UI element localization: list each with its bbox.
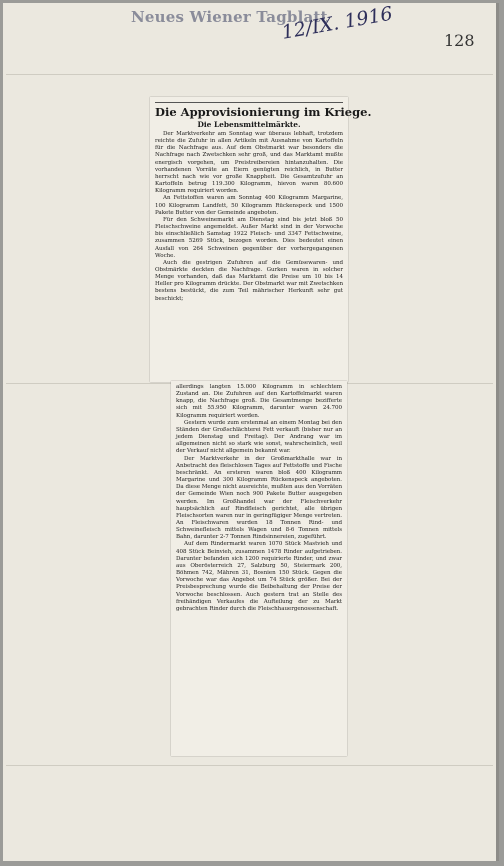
article-title: Die Approvisionierung im Kriege. xyxy=(155,102,343,119)
article-paragraph: Der Marktverkehr in der Großmarkthalle war in Anbetracht des fleischlosen Tages auf Fettstoffe und Fische beschränkt. An ersteren waren bloß 400 Kilogramm Margarine und 300 Kilogramm Rückenspeck angeboten. Da diese Menge nicht ausreichte, mußten aus den Vorräten der Gemeinde Wien noch 900 Pakete Butter ausgegeben werden. Im Großhandel war der Fleischverkehr hauptsächlich auf Rindfleisch gerichtet, alle übrigen Fleischsorten waren nur in geringfügiger Menge vertreten. An Fleischwaren wurden 18 Tonnen Rind- und Schweinefleisch mittels Wagen und 8-6 Tonnen mittels Bahn, darunter 2-7 Tonnen Rindsinnereien, zugeführt. xyxy=(176,455,342,541)
article-paragraph: Der Marktverkehr am Sonntag war überaus lebhaft, trotzdem reichte die Zufuhr in allen Artikeln mit Ausnahme von Kartoffeln für die Nachfrage aus. Auf dem Obstmarkt war besonders die Nachfrage nach Zwetschken sehr groß, und das Marktamt mußte energisch vorgehen, um Preistreibereien hintanzuhalten. Die vorhandenen Vorräte an Eiern genügten reichlich, in Butter herrscht nach wie vor große Knappheit. Die Gesamtzufuhr an Kartoffeln betrug 119.300 Kilogramm, hievon waren 80.600 Kilogramm requiriert worden. xyxy=(155,131,343,195)
newspaper-name-stamp: Neues Wiener Tagblatt xyxy=(131,8,328,26)
article-paragraph: Auch die gestrigen Zufuhren auf die Gemüsewaren- und Obstmärkte deckten die Nachfrage. Gurken waren in solcher Menge vorhanden, daß das Marktamt die Preise um 10 bis 14 Heller pro Kilogramm drückte. Der Obstmarkt war mit Zwetschken bestens bestückt, die zum Teil mährischer Herkunft sehr gut beschickt; xyxy=(155,259,343,302)
article-clipping-part-1 xyxy=(150,97,372,382)
article-subtitle: Die Lebensmittelmärkte. xyxy=(197,120,301,129)
article-paragraph: allerdings langten 15.000 Kilogramm in schlechtem Zustand an. Die Zufuhren auf den Kartoffelmarkt waren knapp, die Nachfrage groß. Die Gesamtmenge bezifferte sich mit 55.950 Kilogramm, darunter waren 24.700 Kilogramm requiriert worden. xyxy=(176,384,342,419)
article-clipping-part-2 xyxy=(171,381,347,756)
article-paragraph: An Fettstoffen waren am Sonntag 400 Kilogramm Margarine, 100 Kilogramm Landfett, 50 Kilogramm Rückenspeck und 1500 Pakete Butter von der Gemeinde angeboten. xyxy=(155,195,343,216)
handwritten-date: 12/IX. 1916 xyxy=(280,2,395,44)
article-paragraph: Gestern wurde zum erstenmal an einem Montag bei den Ständen der Großschlächterei Fett verkauft (bisher nur an jedem Dienstag und Freitag). Der Andrang war im allgemeinen nicht so stark wie sonst, wahrscheinlich, weil der Verkauf nicht allgemein bekannt war. xyxy=(176,419,342,455)
article-paragraph: Für den Schweinemarkt am Dienstag sind bis jetzt bloß 50 Fleischschweine angemeldet. Außer Markt sind in der Vorwoche bis einschließlich Samstag 1922 Fleisch- und 3347 Fettschweine, zusammen 5269 Stück, bezogen worden. Dies bedeutet einen Ausfall von 264 Schweinen gegenüber der vorhergegangenen Woche. xyxy=(155,216,343,259)
fold-line xyxy=(6,765,493,766)
page-number: 128 xyxy=(444,31,475,50)
article-paragraph: Auf dem Rindermarkt waren 1070 Stück Mastvieh und 408 Stück Beinvieh, zusammen 1478 Rinder aufgetrieben. Darunter befanden sich 1200 requirierte Rinder, und zwar aus Oberösterreich 27, Salzburg 50, Steiermark 200, Böhmen 742, Mähren 31, Bosnien 150 Stück. Gegen die Vorwoche war das Angebot um 74 Stück größer. Bei der Preisbesprechung wurde die Beibehaltung der Preise der Vorwoche beschlossen. Auch gestern trat an Stelle des freihändigen Verkaufes die Aufteilung der zu Markt gebrachten Rinder durch die Fleischhauergenossenschaft. xyxy=(176,541,342,612)
fold-line xyxy=(6,74,493,75)
